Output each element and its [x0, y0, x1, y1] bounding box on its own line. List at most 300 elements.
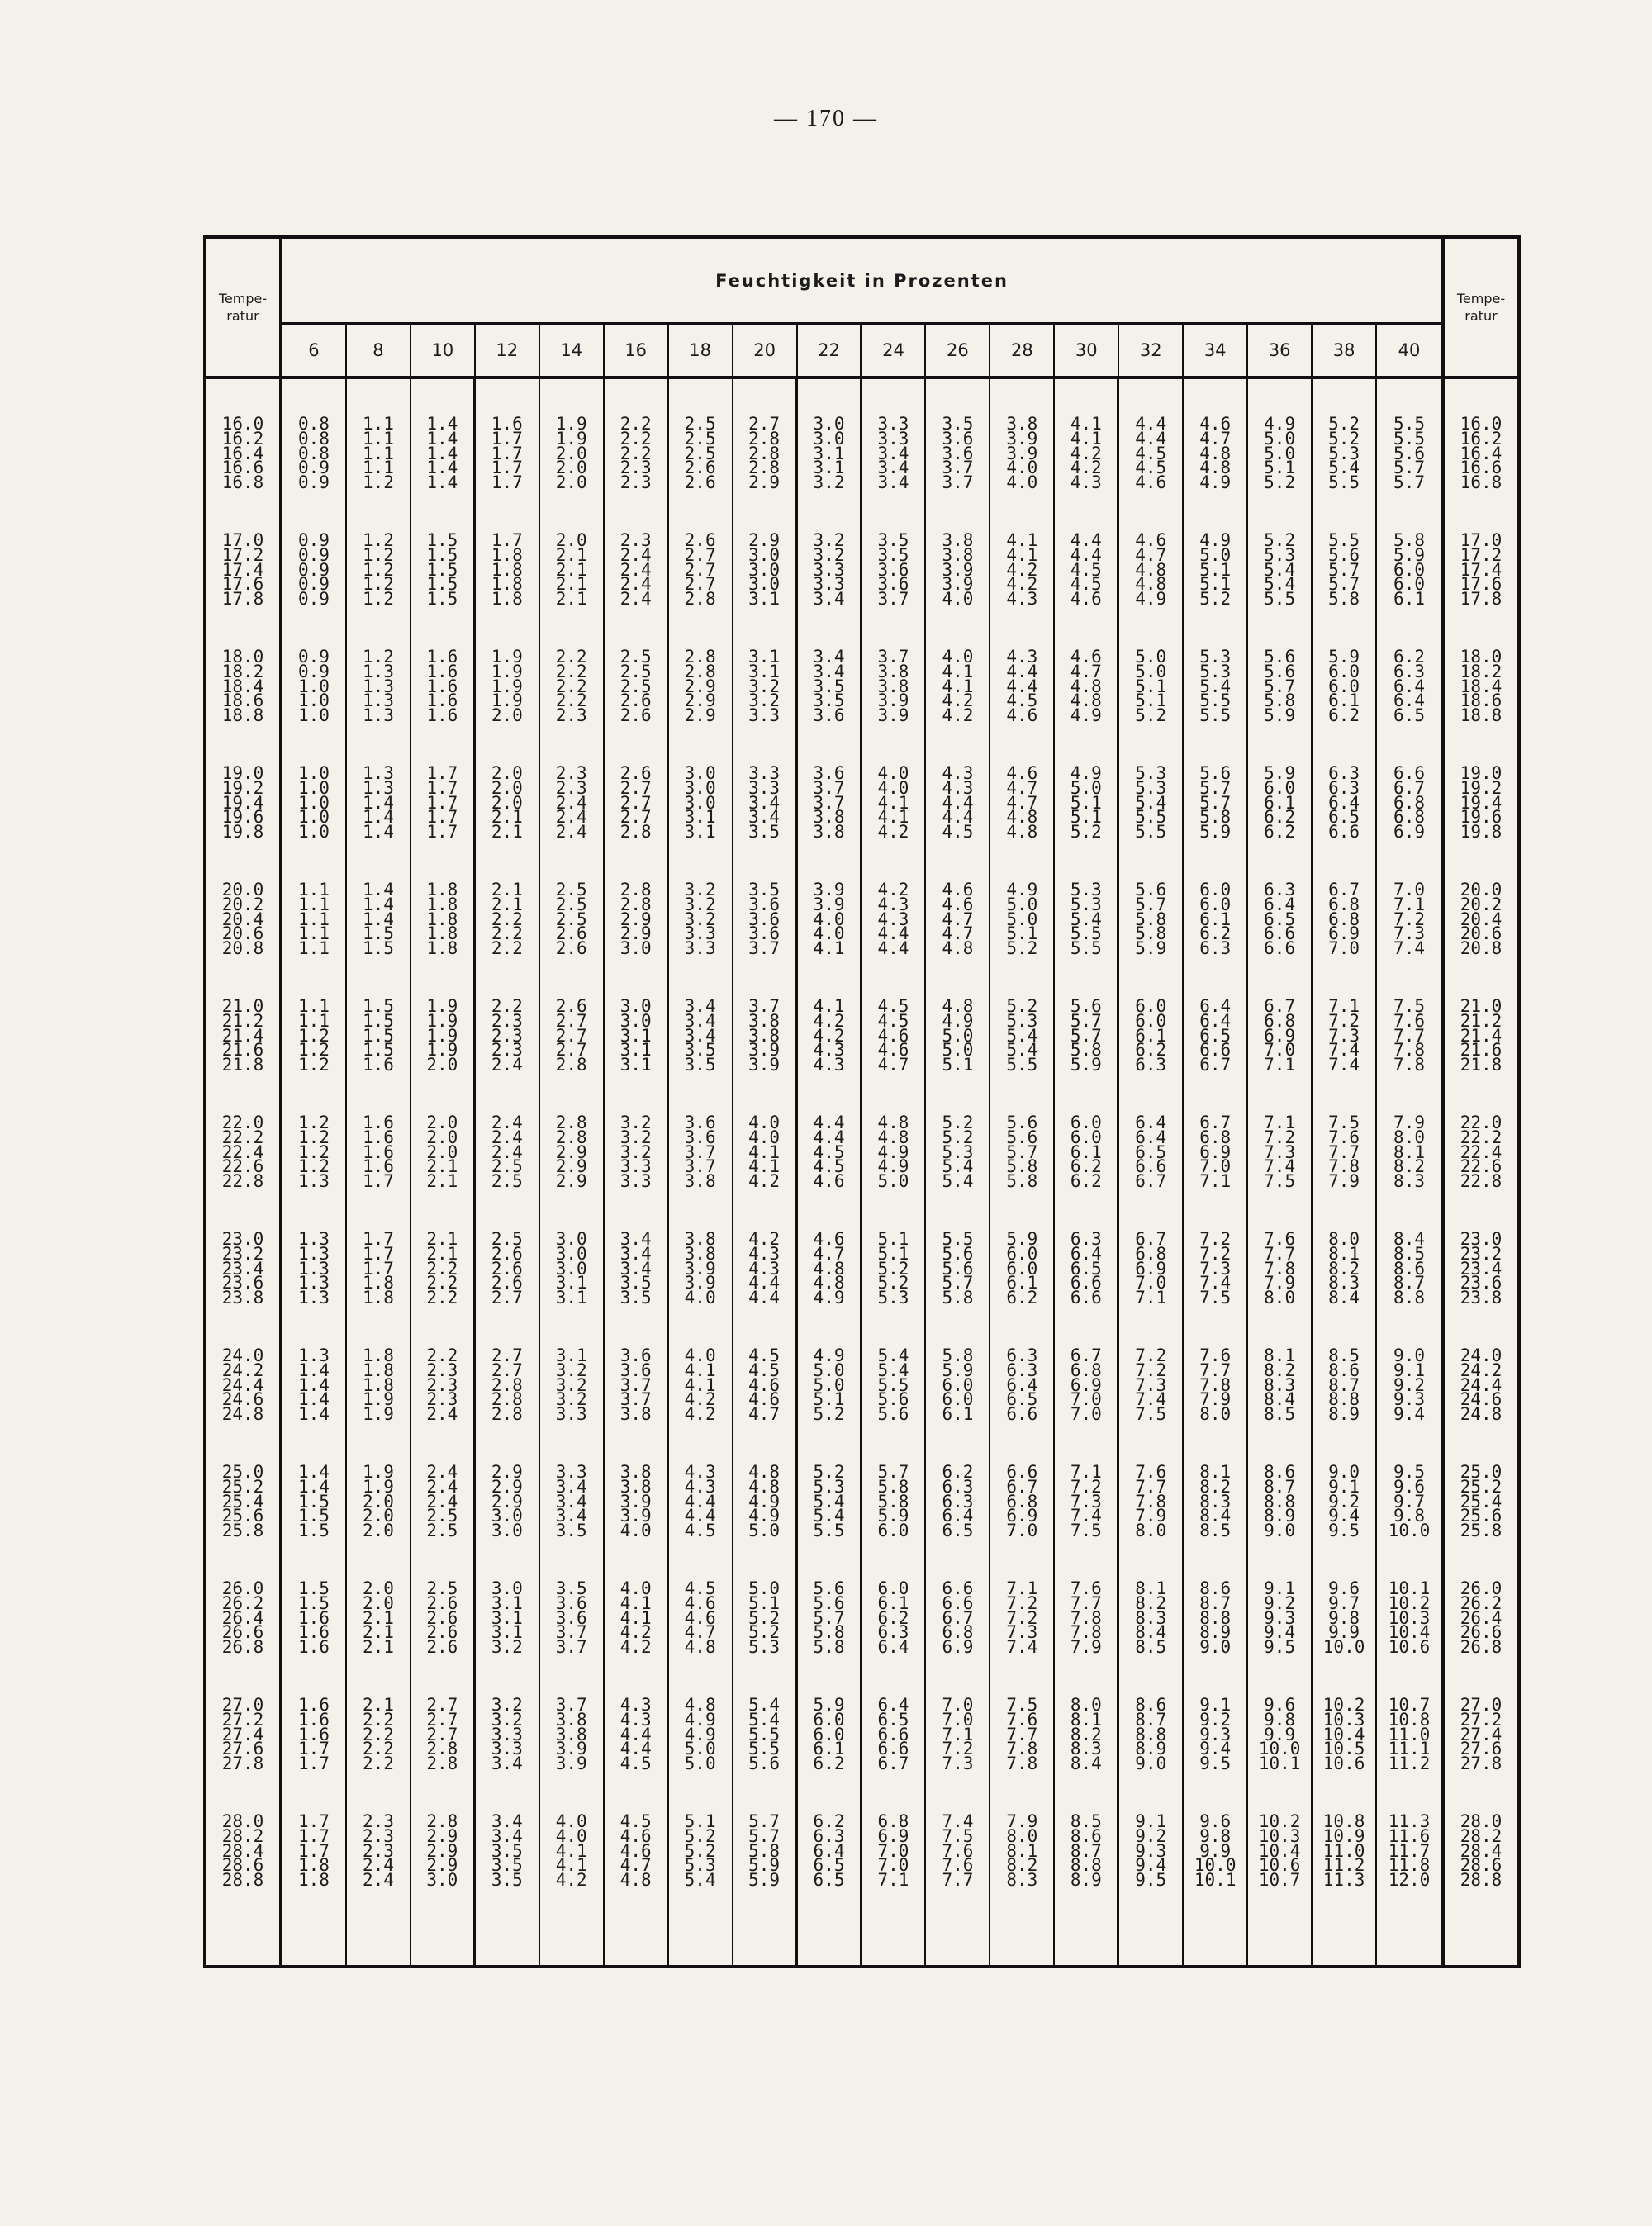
temperature-value: 24.2 — [1460, 1360, 1502, 1380]
temperature-group — [206, 647, 279, 763]
table-cell: 4.2 — [684, 1404, 716, 1425]
value-group — [1055, 1346, 1117, 1462]
table-cell: 4.9 — [1135, 589, 1167, 610]
table-cell: 2.5 — [491, 1229, 523, 1249]
table-cell: 3.8 — [748, 1010, 781, 1031]
table-cell: 1.0 — [298, 676, 330, 696]
temperature-value: 25.6 — [221, 1506, 264, 1526]
table-cell: 2.6 — [491, 1258, 523, 1279]
temperature-value: 22.2 — [1460, 1127, 1502, 1147]
table-cell: 3.1 — [555, 1288, 587, 1308]
table-cell: 5.1 — [813, 1389, 845, 1410]
temperature-value: 24.0 — [1460, 1346, 1502, 1365]
table-cell: 2.9 — [684, 691, 716, 711]
table-cell: 2.1 — [491, 894, 523, 914]
table-cell: 10.7 — [1258, 1870, 1301, 1891]
table-cell: 9.9 — [1199, 1840, 1232, 1861]
temperature-value: 22.6 — [221, 1156, 264, 1177]
table-cell: 2.0 — [426, 1141, 458, 1162]
value-group — [926, 647, 989, 763]
table-cell: 1.4 — [426, 414, 458, 434]
temperature-value: 20.8 — [1460, 938, 1502, 959]
table-cell: 2.5 — [620, 661, 652, 681]
table-cell: 2.0 — [555, 530, 587, 550]
value-group — [862, 763, 924, 880]
table-cell: 5.1 — [1199, 574, 1232, 595]
table-cell: 8.7 — [1199, 1592, 1232, 1613]
table-cell: 5.8 — [1393, 530, 1425, 550]
table-cell: 5.7 — [1070, 1010, 1102, 1031]
temperature-value: 16.8 — [1460, 472, 1502, 493]
table-cell: 1.0 — [298, 822, 330, 842]
table-cell: 7.3 — [1070, 1491, 1102, 1512]
table-cell: 10.3 — [1322, 1709, 1365, 1730]
temp-header-line: ratur — [226, 308, 259, 324]
table-cell: 2.6 — [555, 938, 587, 959]
table-cell: 6.6 — [942, 1578, 974, 1598]
table-cell: 1.7 — [426, 807, 458, 828]
table-cell: 6.0 — [1070, 1127, 1102, 1147]
temperature-value: 16.8 — [221, 472, 264, 493]
table-cell: 10.0 — [1388, 1521, 1431, 1541]
value-group — [669, 763, 732, 880]
table-cell: 4.1 — [1070, 414, 1102, 434]
value-group — [1184, 414, 1246, 530]
table-cell: 1.4 — [362, 880, 394, 899]
table-cell: 4.1 — [877, 807, 909, 828]
table-cell: 5.9 — [1264, 705, 1296, 726]
table-cell: 3.2 — [620, 1113, 652, 1132]
table-cell: 3.3 — [877, 414, 909, 434]
value-group — [1313, 1811, 1375, 1928]
table-cell: 7.5 — [1070, 1521, 1102, 1541]
humidity-column — [282, 379, 347, 1965]
table-cell: 3.5 — [813, 676, 845, 696]
table-cell: 1.7 — [491, 530, 523, 550]
table-cell: 4.1 — [748, 1156, 781, 1177]
table-cell: 7.5 — [1135, 1404, 1167, 1425]
table-cell: 4.7 — [1070, 661, 1102, 681]
table-cell: 8.8 — [1199, 1607, 1232, 1628]
table-cell: 1.3 — [362, 777, 394, 798]
table-cell: 1.4 — [298, 1360, 330, 1380]
value-group — [476, 880, 539, 996]
table-cell: 4.4 — [877, 923, 909, 944]
table-cell: 10.9 — [1322, 1825, 1365, 1846]
value-group — [669, 1346, 732, 1462]
table-cell: 7.3 — [1328, 1025, 1360, 1046]
table-cell: 3.5 — [942, 414, 974, 434]
table-cell: 4.4 — [1070, 530, 1102, 550]
table-cell: 6.4 — [1199, 1010, 1232, 1031]
table-cell: 1.2 — [362, 472, 394, 493]
table-cell: 2.7 — [684, 544, 716, 565]
table-cell: 6.7 — [1070, 1346, 1102, 1365]
table-cell: 0.9 — [298, 661, 330, 681]
value-group — [862, 1695, 924, 1811]
table-cell: 5.5 — [942, 1229, 974, 1249]
table-cell: 2.6 — [426, 1592, 458, 1613]
temperature-value: 22.8 — [1460, 1171, 1502, 1192]
table-cell: 5.8 — [1070, 1040, 1102, 1061]
table-cell: 3.6 — [684, 1127, 716, 1147]
table-cell: 7.5 — [1264, 1171, 1296, 1192]
table-cell: 2.6 — [426, 1637, 458, 1658]
table-cell: 5.5 — [1264, 589, 1296, 610]
table-cell: 3.6 — [620, 1360, 652, 1380]
temperature-group — [1445, 414, 1517, 530]
temperature-group — [206, 1462, 279, 1578]
value-group — [1184, 996, 1246, 1113]
table-cell: 3.8 — [813, 807, 845, 828]
table-cell: 1.6 — [362, 1055, 394, 1075]
table-cell: 4.5 — [620, 1811, 652, 1831]
table-cell: 4.4 — [813, 1127, 845, 1147]
table-cell: 5.1 — [942, 1055, 974, 1075]
value-group — [282, 1578, 345, 1695]
table-cell: 8.1 — [1135, 1578, 1167, 1598]
table-cell: 2.7 — [620, 792, 652, 813]
table-cell: 5.6 — [877, 1389, 909, 1410]
table-cell: 6.7 — [877, 1754, 909, 1774]
table-cell: 3.6 — [942, 428, 974, 449]
temperature-value: 16.0 — [1460, 414, 1502, 434]
table-cell: 7.6 — [1070, 1578, 1102, 1598]
table-cell: 2.8 — [555, 1113, 587, 1132]
table-cell: 10.8 — [1322, 1811, 1365, 1831]
table-cell: 5.2 — [684, 1825, 716, 1846]
table-cell: 2.7 — [555, 1040, 587, 1061]
table-cell: 1.8 — [362, 1346, 394, 1365]
humidity-column — [1313, 379, 1377, 1965]
value-group — [798, 414, 861, 530]
table-cell: 3.4 — [813, 589, 845, 610]
temperature-value: 21.0 — [221, 996, 264, 1016]
value-group — [798, 1346, 861, 1462]
table-cell: 1.8 — [491, 589, 523, 610]
table-cell: 5.7 — [1006, 1141, 1038, 1162]
temperature-value: 21.8 — [1460, 1055, 1502, 1075]
table-cell: 1.1 — [362, 458, 394, 478]
table-cell: 5.0 — [813, 1374, 845, 1395]
table-cell: 5.9 — [1393, 544, 1425, 565]
table-cell: 5.6 — [748, 1754, 781, 1774]
value-group — [1248, 1229, 1311, 1346]
value-group — [798, 1578, 861, 1695]
table-cell: 4.2 — [942, 691, 974, 711]
table-cell: 1.8 — [491, 559, 523, 580]
value-group — [1313, 1462, 1375, 1578]
table-cell: 3.4 — [620, 1258, 652, 1279]
temperature-value: 16.4 — [221, 443, 264, 463]
table-cell: 7.1 — [1393, 894, 1425, 914]
table-cell: 3.9 — [942, 574, 974, 595]
temperature-value: 26.4 — [1460, 1607, 1502, 1628]
temperature-value: 28.4 — [1460, 1840, 1502, 1861]
table-cell: 6.8 — [1393, 807, 1425, 828]
table-cell: 1.5 — [426, 589, 458, 610]
table-cell: 3.4 — [620, 1229, 652, 1249]
table-cell: 2.6 — [555, 923, 587, 944]
table-cell: 5.2 — [748, 1622, 781, 1643]
table-cell: 7.8 — [1070, 1607, 1102, 1628]
table-cell: 6.3 — [1006, 1360, 1038, 1380]
table-cell: 5.9 — [1135, 938, 1167, 959]
table-cell: 7.4 — [1328, 1040, 1360, 1061]
table-cell: 1.1 — [362, 414, 394, 434]
temperature-value: 28.0 — [1460, 1811, 1502, 1831]
table-cell: 8.0 — [1393, 1127, 1425, 1147]
table-cell: 1.5 — [362, 923, 394, 944]
table-cell: 3.6 — [555, 1607, 587, 1628]
value-group — [862, 1462, 924, 1578]
value-group — [1377, 1113, 1441, 1229]
humidity-column-header: 22 — [798, 325, 862, 376]
table-cell: 1.9 — [555, 414, 587, 434]
table-cell: 2.2 — [491, 938, 523, 959]
value-group — [1248, 647, 1311, 763]
temperature-value: 23.0 — [221, 1229, 264, 1249]
value-group — [990, 1462, 1053, 1578]
table-cell: 7.3 — [1006, 1622, 1038, 1643]
table-cell: 2.7 — [426, 1695, 458, 1715]
table-cell: 7.0 — [1070, 1389, 1102, 1410]
table-cell: 3.7 — [813, 792, 845, 813]
table-cell: 5.2 — [1199, 589, 1232, 610]
table-cell: 3.1 — [684, 822, 716, 842]
value-group — [990, 647, 1053, 763]
temperature-column-left — [206, 239, 282, 1965]
table-cell: 2.1 — [555, 544, 587, 565]
table-cell: 3.7 — [620, 1389, 652, 1410]
value-group — [411, 1578, 473, 1695]
table-cell: 1.9 — [555, 428, 587, 449]
table-cell: 4.5 — [620, 1754, 652, 1774]
table-cell: 2.1 — [426, 1243, 458, 1264]
table-cell: 8.3 — [1135, 1607, 1167, 1628]
temperature-value: 25.2 — [221, 1476, 264, 1497]
table-cell: 6.0 — [813, 1709, 845, 1730]
table-cell: 7.3 — [942, 1754, 974, 1774]
table-cell: 11.0 — [1388, 1724, 1431, 1744]
table-cell: 9.1 — [1328, 1476, 1360, 1497]
table-cell: 9.1 — [1393, 1360, 1425, 1380]
table-cell: 5.1 — [1070, 792, 1102, 813]
table-cell: 7.0 — [1135, 1273, 1167, 1293]
table-cell: 1.6 — [362, 1127, 394, 1147]
temperature-group — [206, 1695, 279, 1811]
table-cell: 5.8 — [1006, 1156, 1038, 1177]
table-cell: 7.7 — [1199, 1360, 1232, 1380]
value-group — [669, 414, 732, 530]
table-cell: 6.8 — [942, 1622, 974, 1643]
table-cell: 1.3 — [362, 691, 394, 711]
humidity-column — [540, 379, 605, 1965]
value-group — [605, 1113, 667, 1229]
table-cell: 1.4 — [298, 1476, 330, 1497]
table-cell: 4.0 — [877, 763, 909, 783]
table-cell: 8.1 — [1006, 1840, 1038, 1861]
table-cell: 7.4 — [1393, 938, 1425, 959]
table-cell: 2.0 — [426, 1055, 458, 1075]
table-cell: 4.1 — [813, 938, 845, 959]
value-group — [605, 1229, 667, 1346]
table-cell: 2.3 — [555, 705, 587, 726]
table-cell: 6.8 — [1135, 1243, 1167, 1264]
table-cell: 11.6 — [1388, 1825, 1431, 1846]
value-group — [1313, 1113, 1375, 1229]
temperature-group — [206, 880, 279, 996]
humidity-column-header: 38 — [1313, 325, 1377, 376]
table-cell: 5.3 — [1070, 880, 1102, 899]
table-cell: 1.6 — [426, 647, 458, 667]
table-cell: 5.0 — [684, 1754, 716, 1774]
table-cell: 3.2 — [813, 530, 845, 550]
table-cell: 3.5 — [684, 1055, 716, 1075]
temperature-value: 26.0 — [1460, 1578, 1502, 1598]
table-cell: 3.3 — [813, 559, 845, 580]
table-cell: 3.5 — [491, 1840, 523, 1861]
table-cell: 3.7 — [748, 938, 781, 959]
table-cell: 2.5 — [555, 909, 587, 929]
value-group — [540, 1462, 603, 1578]
table-cell: 6.9 — [1328, 923, 1360, 944]
table-cell: 6.3 — [1328, 777, 1360, 798]
table-cell: 6.5 — [1135, 1141, 1167, 1162]
value-group — [282, 1346, 345, 1462]
table-cell: 3.0 — [555, 1229, 587, 1249]
table-cell: 6.8 — [1264, 1010, 1296, 1031]
table-cell: 8.9 — [1199, 1622, 1232, 1643]
table-cell: 8.2 — [1199, 1476, 1232, 1497]
table-cell: 6.1 — [1328, 691, 1360, 711]
table-cell: 4.0 — [813, 909, 845, 929]
value-group — [1119, 1811, 1182, 1928]
table-cell: 5.5 — [1070, 938, 1102, 959]
table-cell: 4.8 — [1070, 676, 1102, 696]
table-cell: 6.0 — [1199, 894, 1232, 914]
table-cell: 6.2 — [1264, 822, 1296, 842]
table-cell: 4.8 — [1070, 691, 1102, 711]
table-cell: 8.1 — [1070, 1709, 1102, 1730]
table-cell: 5.3 — [1328, 443, 1360, 463]
table-cell: 6.6 — [1070, 1273, 1102, 1293]
table-cell: 5.9 — [1199, 822, 1232, 842]
table-cell: 2.5 — [684, 414, 716, 434]
table-cell: 3.1 — [748, 589, 781, 610]
table-cell: 5.7 — [942, 1273, 974, 1293]
value-group — [1119, 880, 1182, 996]
value-group — [411, 996, 473, 1113]
table-cell: 4.9 — [813, 1288, 845, 1308]
table-cell: 8.8 — [1070, 1855, 1102, 1876]
table-cell: 6.0 — [1264, 777, 1296, 798]
temperature-group — [1445, 1229, 1517, 1346]
table-cell: 10.4 — [1258, 1840, 1301, 1861]
table-cell: 8.2 — [1070, 1724, 1102, 1744]
table-cell: 2.7 — [426, 1709, 458, 1730]
table-cell: 6.3 — [1070, 1229, 1102, 1249]
value-group — [798, 647, 861, 763]
table-cell: 4.1 — [877, 792, 909, 813]
table-cell: 2.7 — [491, 1346, 523, 1365]
table-cell: 9.4 — [1264, 1622, 1296, 1643]
table-cell: 2.2 — [620, 428, 652, 449]
temperature-value: 27.8 — [1460, 1754, 1502, 1774]
table-cell: 2.2 — [362, 1739, 394, 1759]
table-cell: 6.9 — [1006, 1506, 1038, 1526]
table-cell: 4.3 — [684, 1476, 716, 1497]
table-cell: 5.3 — [1264, 544, 1296, 565]
table-cell: 2.9 — [620, 909, 652, 929]
temperature-value: 28.4 — [221, 1840, 264, 1861]
table-cell: 2.5 — [426, 1578, 458, 1598]
table-cell: 2.4 — [620, 589, 652, 610]
table-cell: 6.0 — [1070, 1113, 1102, 1132]
table-cell: 4.5 — [748, 1360, 781, 1380]
temperature-value: 23.8 — [1460, 1288, 1502, 1308]
table-cell: 2.2 — [426, 1258, 458, 1279]
value-group — [1248, 1346, 1311, 1462]
table-cell: 6.4 — [1135, 1113, 1167, 1132]
table-cell: 6.3 — [1264, 880, 1296, 899]
table-cell: 4.2 — [877, 880, 909, 899]
table-cell: 6.5 — [813, 1870, 845, 1891]
table-cell: 4.1 — [1006, 530, 1038, 550]
table-cell: 7.0 — [1393, 880, 1425, 899]
table-cell: 2.7 — [620, 777, 652, 798]
table-cell: 1.6 — [362, 1141, 394, 1162]
table-cell: 1.0 — [298, 691, 330, 711]
table-cell: 3.7 — [748, 996, 781, 1016]
value-group — [862, 1811, 924, 1928]
table-cell: 10.6 — [1258, 1855, 1301, 1876]
table-cell: 8.7 — [1264, 1476, 1296, 1497]
value-group — [1184, 1811, 1246, 1928]
table-cell: 6.3 — [1006, 1346, 1038, 1365]
table-cell: 3.1 — [684, 807, 716, 828]
table-cell: 4.4 — [748, 1288, 781, 1308]
table-cell: 2.4 — [620, 574, 652, 595]
table-cell: 1.7 — [298, 1754, 330, 1774]
value-group — [605, 1462, 667, 1578]
table-cell: 2.4 — [555, 807, 587, 828]
table-cell: 11.8 — [1388, 1855, 1431, 1876]
table-cell: 3.2 — [491, 1695, 523, 1715]
value-group — [605, 414, 667, 530]
temperature-value: 26.0 — [221, 1578, 264, 1598]
table-cell: 7.2 — [1070, 1476, 1102, 1497]
value-group — [1055, 414, 1117, 530]
value-group — [926, 1346, 989, 1462]
table-cell: 6.6 — [1199, 1040, 1232, 1061]
humidity-column-headers — [282, 325, 1441, 379]
table-cell: 4.3 — [942, 763, 974, 783]
table-cell: 4.3 — [620, 1709, 652, 1730]
table-cell: 3.9 — [813, 894, 845, 914]
table-cell: 5.6 — [942, 1243, 974, 1264]
table-cell: 2.6 — [620, 691, 652, 711]
table-cell: 6.2 — [1135, 1040, 1167, 1061]
table-cell: 4.6 — [684, 1607, 716, 1628]
table-cell: 1.2 — [298, 1055, 330, 1075]
table-cell: 7.9 — [1135, 1506, 1167, 1526]
table-cell: 1.1 — [298, 938, 330, 959]
table-cell: 10.8 — [1388, 1709, 1431, 1730]
table-cell: 5.8 — [813, 1637, 845, 1658]
table-cell: 6.0 — [1006, 1243, 1038, 1264]
temperature-value: 20.0 — [1460, 880, 1502, 899]
